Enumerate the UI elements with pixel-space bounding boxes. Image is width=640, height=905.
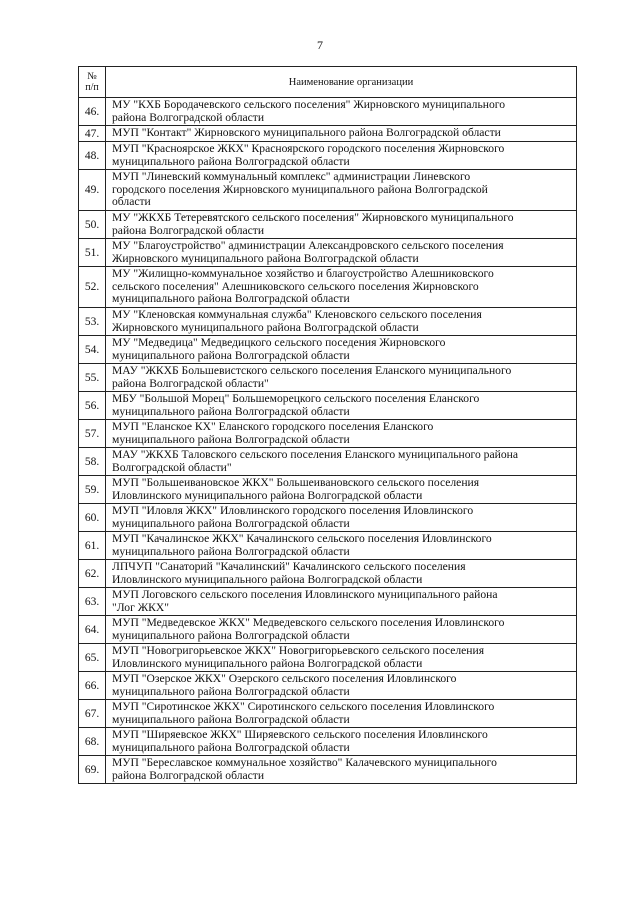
organization-name: МУП "Иловля ЖКХ" Иловлинского городского поселения Иловлинского муниципального района Волгоградской области [106,504,577,532]
column-header-name: Наименование организации [106,67,577,98]
table-row [79,644,577,672]
row-number: 69. [79,756,106,784]
organization-name: МУП "Большеивановское ЖКХ" Большеивановского сельского поселения Иловлинского муниципального района Волгоградской области [106,476,577,504]
row-number: 68. [79,728,106,756]
organization-name: МУ "Жилищно-коммунальное хозяйство и благоустройство Алешниковского сельского поселения" Алешниковского сельского поселения Жирновского муниципального района Волгоградской области [106,267,577,308]
row-number: 47. [79,126,106,142]
table-row [79,392,577,420]
row-number: 64. [79,616,106,644]
table-header-row [79,67,577,98]
organization-name: МУ "Благоустройство" администрации Александровского сельского поселения Жирновского муниципального района Волгоградской области [106,239,577,267]
table-row [79,142,577,170]
table-row [79,476,577,504]
organization-name: МАУ "ЖКХБ Большевистского сельского поселения Еланского муниципального района Волгоградской области" [106,364,577,392]
row-number: 51. [79,239,106,267]
organization-name: МУ "Медведица" Медведицкого сельского поседения Жирновского муниципального района Волгоградской области [106,336,577,364]
table-row [79,756,577,784]
organization-name: МУП "Качалинское ЖКХ" Качалинского сельского поселения Иловлинского муниципального района Волгоградской области [106,532,577,560]
row-number: 48. [79,142,106,170]
row-number: 59. [79,476,106,504]
row-number: 52. [79,267,106,308]
table-row [79,504,577,532]
organization-name: МУ "КХБ Бородачевского сельского поселения" Жирновского муниципального района Волгоградской области [106,98,577,126]
table-row [79,211,577,239]
row-number: 66. [79,672,106,700]
table-row [79,308,577,336]
table-row [79,588,577,616]
row-number: 57. [79,420,106,448]
table-row [79,239,577,267]
table-body [79,98,577,784]
organization-name: МУП "Ширяевское ЖКХ" Ширяевского сельского поселения Иловлинского муниципального района Волгоградской области [106,728,577,756]
table-row [79,532,577,560]
table-row [79,420,577,448]
table-row [79,126,577,142]
table-row [79,448,577,476]
organization-name: МУП "Еланское КХ" Еланского городского поселения Еланского муниципального района Волгоградской области [106,420,577,448]
row-number: 46. [79,98,106,126]
organization-name: МУ "Кленовская коммунальная служба" Кленовского сельского поселения Жирновского муниципального района Волгоградской области [106,308,577,336]
table-row [79,672,577,700]
organization-name: МУП "Медведевское ЖКХ" Медведевского сельского поселения Иловлинского муниципального района Волгоградской области [106,616,577,644]
row-number: 54. [79,336,106,364]
organization-name: ЛПЧУП "Санаторий "Качалинский" Качалинского сельского поселения Иловлинского муниципального района Волгоградской области [106,560,577,588]
row-number: 60. [79,504,106,532]
table-row [79,170,577,211]
table-row [79,98,577,126]
organization-name: МБУ "Большой Морец" Большеморецкого сельского поселения Еланского муниципального района Волгоградской области [106,392,577,420]
page-number: 7 [317,38,323,52]
column-header-number [79,67,106,98]
organization-name: МАУ "ЖКХБ Таловского сельского поселения Еланского муниципального района Волгоградской области" [106,448,577,476]
organization-table [78,66,577,784]
column-header-number-label: № п/п [85,71,99,93]
organization-name: МУП "Новогригорьевское ЖКХ" Новогригорьевского сельского поселения Иловлинского муниципального района Волгоградской области [106,644,577,672]
organization-name: МУ "ЖКХБ Тетеревятского сельского поселения" Жирновского муниципального района Волгоградской области [106,211,577,239]
row-number: 62. [79,560,106,588]
row-number: 53. [79,308,106,336]
table-row [79,267,577,308]
row-number: 50. [79,211,106,239]
row-number: 58. [79,448,106,476]
row-number: 55. [79,364,106,392]
row-number: 61. [79,532,106,560]
organization-name: МУП Логовского сельского поселения Иловлинского муниципального района "Лог ЖКХ" [106,588,577,616]
table-row [79,700,577,728]
organization-name: МУП "Озерское ЖКХ" Озерского сельского поселения Иловлинского муниципального района Волгоградской области [106,672,577,700]
row-number: 65. [79,644,106,672]
table-row [79,728,577,756]
row-number: 56. [79,392,106,420]
table-row [79,336,577,364]
organization-name: МУП "Сиротинское ЖКХ" Сиротинского сельского поселения Иловлинского муниципального района Волгоградской области [106,700,577,728]
organization-name: МУП "Красноярское ЖКХ" Красноярского городского поселения Жирновского муниципального района Волгоградской области [106,142,577,170]
row-number: 63. [79,588,106,616]
row-number: 49. [79,170,106,211]
organization-name: МУП "Береславское коммунальное хозяйство" Калачевского муниципального района Волгоградской области [106,756,577,784]
organization-name: МУП "Линевский коммунальный комплекс" администрации Линевского городского поселения Жирновского муниципального района Волгоградской области [106,170,577,211]
table-row [79,560,577,588]
table-row [79,364,577,392]
row-number: 67. [79,700,106,728]
table-row [79,616,577,644]
organization-name: МУП "Контакт" Жирновского муниципального района Волгоградской области [106,126,577,142]
